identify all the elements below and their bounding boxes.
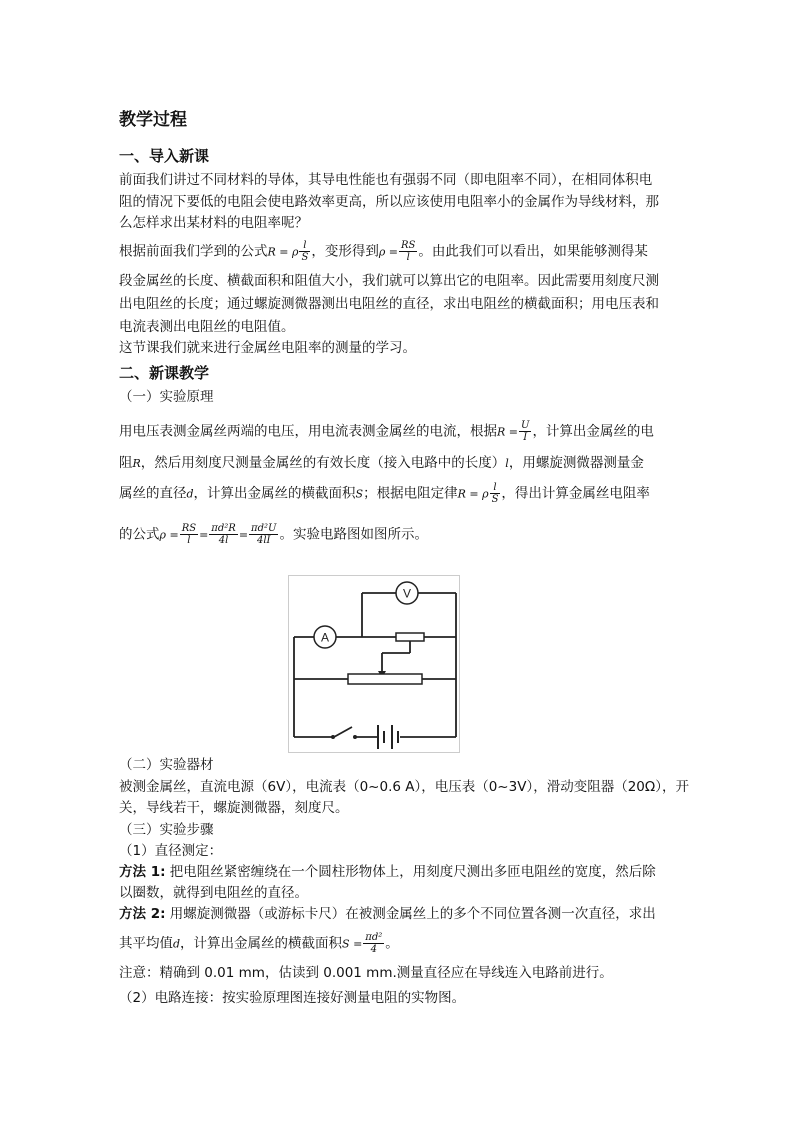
text: 用电压表测金属丝两端的电压，用电流表测金属丝的电流，根据: [119, 423, 497, 440]
switch-blade: [334, 727, 352, 737]
denominator: 4: [370, 944, 377, 955]
fraction-rs-over-l: [399, 240, 417, 263]
ammeter-label: A: [320, 630, 330, 645]
var-l: l: [505, 457, 509, 470]
denominator: 4lI: [256, 535, 271, 546]
text: ，计算出金属丝的电: [532, 423, 654, 440]
formula-rho-full: ρ =: [159, 528, 179, 542]
voltmeter-label: V: [402, 586, 412, 601]
section-heading-new: 二、新课教学: [119, 364, 210, 382]
method-label: 方法 2:: [119, 906, 166, 922]
fraction-pd2-over-4: [363, 932, 384, 955]
equals: =: [238, 528, 249, 542]
numerator: l: [490, 482, 501, 494]
fraction-rs-over-l: [180, 523, 198, 546]
fraction-pd2r-over-4l: [209, 523, 238, 546]
var-d: d: [173, 937, 181, 951]
fraction-pd2u-over-4li: [249, 523, 278, 546]
text: 阻: [119, 455, 133, 471]
paragraph-line: 出电阻丝的长度；通过螺旋测微器测出电阻丝的直径，求出电阻丝的横截面积；用电压表和: [119, 296, 659, 312]
switch-contact: [353, 735, 357, 739]
text: ，变形得到: [311, 243, 379, 260]
text: 。由此我们可以看出，如果能够测得某: [418, 243, 648, 260]
formula-line: [119, 482, 650, 505]
method-line: [119, 904, 656, 924]
denominator: 4l: [218, 535, 229, 546]
formula-rho: ρ =: [378, 245, 399, 259]
fraction-l-over-s: [490, 482, 501, 505]
formula-line: [119, 453, 644, 474]
section-heading-intro: 一、导入新课: [119, 147, 210, 165]
text: 属丝的直径: [119, 485, 187, 502]
text: ，然后用刻度尺测量金属丝的有效长度（接入电路中的长度）: [140, 455, 506, 471]
circuit-diagram: [288, 575, 460, 753]
text: 。: [385, 935, 399, 952]
var-r: R: [132, 457, 141, 470]
formula-line: [119, 420, 654, 443]
paragraph-line: 这节课我们就来进行金属丝电阻率的测量的学习。: [119, 340, 416, 356]
numerator: πd²R: [211, 523, 236, 534]
denominator: S: [491, 494, 499, 505]
subheading: （一）实验原理: [119, 389, 214, 405]
denominator: l: [187, 535, 191, 546]
paragraph-line: 前面我们讲过不同材料的导体，其导电性能也有强弱不同（即电阻率不同），在相同体积电: [119, 172, 653, 188]
note-line: 注意：精确到 0.01 mm，估读到 0.001 mm.测量直径应在导线连入电路前进行。: [119, 965, 613, 981]
numerator: RS: [181, 523, 197, 534]
step-heading: （2）电路连接：按实验原理图连接好测量电阻的实物图。: [119, 990, 466, 1006]
text: 把电阻丝紧密缠绕在一个圆柱形物体上，用刻度尺测出多匝电阻丝的宽度，然后除: [165, 864, 656, 880]
paragraph-line: 段金属丝的长度、横截面积和阻值大小，我们就可以算出它的电阻率。因此需要用刻度尺测: [119, 273, 659, 289]
numerator: U: [521, 420, 530, 431]
numerator: RS: [401, 240, 416, 251]
diagram-frame: [289, 576, 460, 753]
paragraph-line: 电流表测出电阻丝的电阻值。: [119, 319, 295, 335]
numerator: πd²U: [251, 523, 277, 534]
text: 的公式: [119, 526, 160, 543]
rheostat: [348, 674, 422, 684]
text: ，用螺旋测微器测量金: [508, 455, 644, 471]
method-label: 方法 1:: [119, 864, 166, 880]
step-heading: （1）直径测定：: [119, 843, 223, 859]
paragraph-line: 阻的情况下要低的电阻会使电路效率更高，所以应该使用电阻率小的金属作为导线材料，那: [119, 194, 659, 210]
paragraph-line: 以圈数，就得到电阻丝的直径。: [119, 885, 308, 901]
method-line: [119, 862, 656, 882]
denominator: I: [523, 432, 528, 443]
formula-law: R = ρ: [457, 487, 489, 501]
formula-r: R = ρ: [267, 245, 299, 259]
resistor-wire: [396, 633, 424, 641]
numerator: l: [299, 240, 310, 252]
text: ，得出计算金属丝电阻率: [501, 485, 650, 502]
var-s: S: [355, 487, 364, 501]
formula-line: [119, 932, 399, 955]
subheading: （二）实验器材: [119, 757, 214, 773]
text: 根据前面我们学到的公式: [119, 243, 268, 260]
var-d: d: [186, 487, 194, 501]
text: ，计算出金属丝的横截面积: [193, 485, 356, 502]
text: ，计算出金属丝的横截面积: [180, 935, 343, 952]
numerator: πd²: [365, 932, 383, 943]
denominator: l: [406, 252, 410, 263]
paragraph-line: 关，导线若干，螺旋测微器，刻度尺。: [119, 800, 349, 816]
paragraph-line: 么怎样求出某材料的电阻率呢？: [119, 215, 308, 231]
page-title: 教学过程: [119, 110, 187, 130]
formula-s: S =: [342, 937, 363, 951]
formula-line: [119, 523, 428, 546]
formula-line: [119, 240, 648, 263]
text: 其平均值: [119, 935, 173, 952]
text: 用螺旋测微器（或游标卡尺）在被测金属丝上的多个不同位置各测一次直径，求出: [165, 906, 656, 922]
equals: =: [199, 528, 209, 542]
fraction-l-over-s: [299, 240, 310, 263]
text: ；根据电阻定律: [363, 485, 458, 502]
subheading: （三）实验步骤: [119, 822, 214, 838]
text: 。实验电路图如图所示。: [279, 526, 428, 543]
switch-contact: [331, 735, 335, 739]
denominator: S: [301, 252, 309, 263]
formula-ohm: R =: [497, 425, 518, 439]
fraction-u-over-i: [519, 420, 531, 443]
paragraph-line: 被测金属丝，直流电源（6V），电流表（0~0.6 A），电压表（0~3V），滑动变阻器（20Ω），开: [119, 779, 689, 795]
